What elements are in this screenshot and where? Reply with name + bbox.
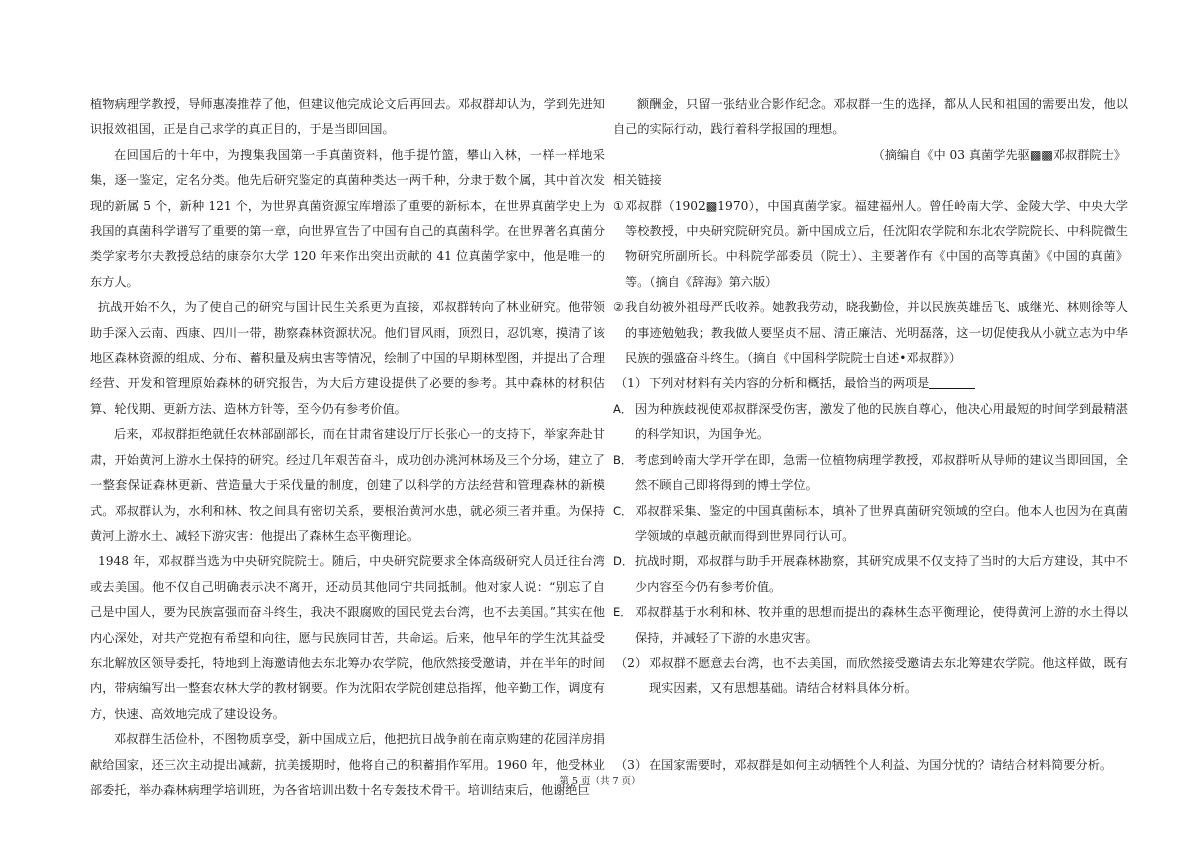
option-text: 邓叔群采集、鉴定的中国真菌标本，填补了世界真菌研究领域的空白。他本人也因为在真菌学领域的卓越贡献而得到世界同行认可。 (635, 503, 1128, 543)
answer-blank[interactable] (929, 374, 975, 389)
option-letter: D． (613, 554, 634, 569)
passage-ending: 额酬金，只留一张结业合影作纪念。邓叔群一生的选择，都从人民和祖国的需要出发，他以自己的实际行动，践行着科学报国的理想。 (613, 97, 1128, 137)
right-column (613, 92, 1128, 778)
page-number: 第 5 页（共 7 页） (559, 776, 641, 787)
passage-paragraph-1: 植物病理学教授，导师惠凑推荐了他，但建议他完成论文后再回去。邓叔群却认为，学到先进知识报效祖国，正是自己求学的真正目的，于是当即回国。 (90, 97, 605, 137)
related-link-2 (613, 295, 1128, 371)
passage-paragraph-4: 后来，邓叔群拒绝就任农林部副部长，而在甘肃省建设厅厅长张心一的支持下，举家奔赴甘肃，开始黄河上游水土保持的研究。经过几年艰苦奋斗，成功创办洮河林场及三个分场，建立了一整套保证森林更新、营造量大于采伐量的制度，创建了以科学的方法经营和管理森林的新模式。邓叔群认为，水利和林、牧之间具有密切关系，要根治黄河水患，就必须三者并重。为保持黄河上游水土、减轻下游灾害：他提出了森林生态平衡理论。 (90, 427, 605, 543)
link-text: 邓叔群（1902▩1970），中国真菌学家。福建福州人。曾任岭南大学、金陵大学、中央大学等校教授，中央研究院研究员。新中国成立后，任沈阳农学院和东北农学院院长、中科院微生物研究所副所长。中科院学部委员（院士）、主要著作有《中国的高等真菌》《中国的真菌》等。（摘自《辞海》第六版） (625, 198, 1128, 289)
link-marker: ① (613, 198, 624, 213)
option-a (613, 397, 1128, 448)
option-text: 考虑到岭南大学开学在即，急需一位植物病理学教授，邓叔群听从导师的建议当即回国，全然不顾自己即将得到的博士学位。 (635, 452, 1128, 493)
option-d (613, 549, 1128, 600)
option-letter: A． (613, 401, 633, 416)
question-1 (613, 371, 1128, 396)
source-citation: （摘编自《中 03 真菌学先驱▩▩邓叔群院士》 (872, 147, 1126, 162)
option-b (613, 448, 1128, 499)
option-c (613, 499, 1128, 550)
option-letter: E． (613, 605, 632, 620)
passage-paragraph-3: 抗战开始不久，为了使自己的研究与国计民生关系更为直接，邓叔群转向了林业研究。他带领助手深入云南、西康、四川一带，勘察森林资源状况。他们冒风雨，顶烈日，忍饥寒，摸清了该地区森林资源的组成、分布、蓄积量及病虫害等情况，绘制了中国的早期林型图，并提出了合理经营、开发和管理原始森林的研究报告，为大后方建设提供了必要的参考。其中森林的材积估算、轮伐期、更新方法、造林方针等，至今仍有参考价值。 (90, 300, 605, 416)
question-text: 邓叔群不愿意去台湾，也不去美国，而欣然接受邀请去东北筹建农学院。他这样做，既有现实因素，又有思想基础。请结合材料具体分析。 (649, 655, 1128, 696)
question-2 (613, 651, 1128, 702)
passage-paragraph-5: 1948 年，邓叔群当选为中央研究院院士。随后，中央研究院要求全体高级研究人员迁往台湾或去美国。他不仅自己明确表示决不离开，还动员其他同宁共同抵制。他对家人说：“别忘了自己是中国人，要为民族富强而奋斗终生，我决不跟腐败的国民党去台湾，也不去美国。”其实在他内心深处，对共产党抱有希望和向往，愿与民族同甘苦，共命运。后来，他早年的学生沈其益受东北解放区领导委托，特地到上海邀请他去东北筹办农学院，他欣然接受邀请，并在半年的时间内，带病编写出一整套农林大学的教材钢要。作为沈阳农学院创建总指挥，他辛勤工作，调度有方，快速、高效地完成了建设设务。 (90, 554, 605, 721)
option-e (613, 600, 1128, 651)
question-number: （3） (615, 757, 648, 772)
question-text: 在国家需要时，邓叔群是如何主动牺牲个人利益、为国分忧的？请结合材料简要分析。 (649, 757, 1113, 772)
answer-space (613, 702, 1128, 753)
related-link-1 (613, 194, 1128, 296)
link-text: 我自幼被外祖母严氏收养。她教我劳动，晓我勤俭，并以民族英雄岳飞、戚继光、林则徐等人的事迹勉勉我；教我做人要坚贞不屈、清正廉洁、光明磊落，这一切促使我从小就立志为中华民族的强盛奋斗终生。（摘自《中国科学院院士自述•邓叔群》） (625, 300, 1128, 366)
question-number: （2） (615, 655, 648, 670)
left-column (90, 92, 605, 803)
passage-paragraph-6: 邓叔群生活俭朴，不图物质享受，新中国成立后，他把抗日战争前在南京购建的花园洋房捐献给国家，还三次主动提出减薪，抗美援期时，他将自己的积蓄捐作军用。1960 年，他受林业部委托，举办森林病理学培训班，为各省培训出数十名专轰技术骨干。培训结束后，他谢绝巨 (90, 732, 605, 797)
related-links-heading: 相关链接 (613, 173, 662, 188)
question-number: （1） (615, 376, 648, 391)
question-text: 下列对材料有关内容的分析和概括，最恰当的两项是 (649, 376, 930, 391)
option-letter: B． (613, 452, 633, 467)
link-marker: ② (613, 300, 624, 315)
option-letter: C． (613, 503, 633, 518)
passage-paragraph-2: 在回国后的十年中，为搜集我国第一手真菌资料，他手提竹篮，攀山入林，一样一样地采集，逐一鉴定，定名分类。他先后研究鉴定的真菌种类达一两千种，分隶于数个属，其中首次发现的新属 5 个，新种 121 个，为世界真菌资源宝库增添了重要的新标本，在世界真菌学史上为我国的真菌科学谱写了重要的第一章，向世界宣告了中国有自己的真菌科学。在世界著名真菌分类学家考尔夫教授总结的康奈尔大学 120 年来作出突出贡献的 41 位真菌学家中，他是唯一的东方人。 (90, 147, 605, 289)
option-text: 邓叔群基于水利和林、牧并重的思想而提出的森林生态平衡理论，使得黄河上游的水土得以保持，并减轻了下游的水患灾害。 (635, 605, 1128, 645)
option-text: 因为种族歧视使邓叔群深受伤害，激发了他的民族自尊心，他决心用最短的时间学到最精湛的科学知识，为国争光。 (635, 401, 1128, 442)
option-text: 抗战时期，邓叔群与助手开展森林勘察，其研究成果不仅支持了当时的大后方建设，其中不少内容至今仍有参考价值。 (635, 554, 1128, 594)
